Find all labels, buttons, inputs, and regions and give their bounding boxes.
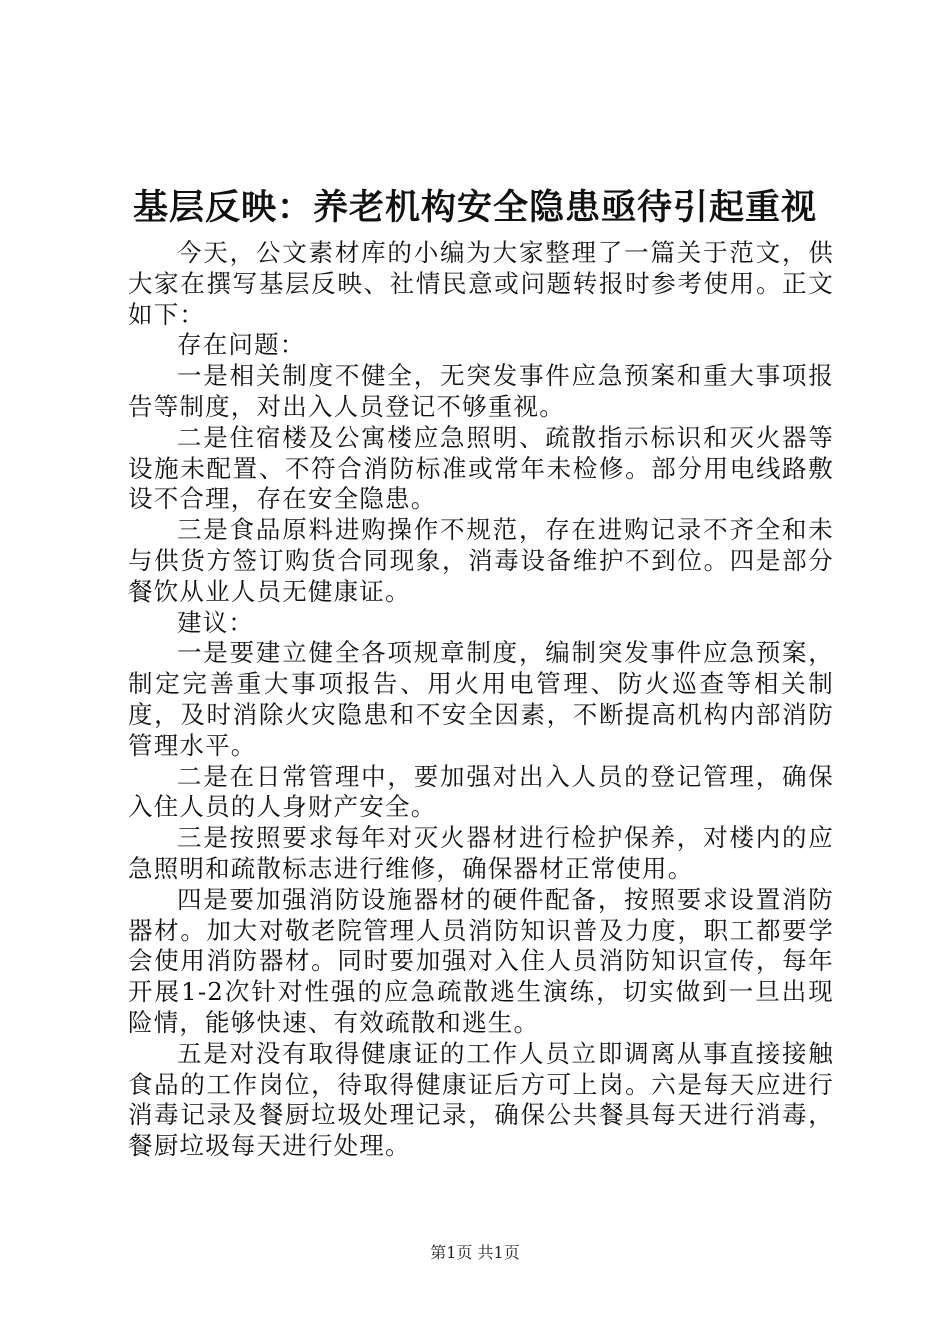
section-heading-problems: 存在问题： bbox=[177, 330, 306, 360]
problem-paragraph-3: 三是食品原料进购操作不规范，存在进购记录不齐全和未与供货方签订购货合同现象，消毒设备维护不到位。四是部分餐饮从业人员无健康证。 bbox=[128, 515, 834, 606]
suggestion-paragraph-3: 三是按照要求每年对灭火器材进行检护保养，对楼内的应急照明和疏散标志进行维修，确保器材正常使用。 bbox=[128, 823, 834, 883]
problem-paragraph-2: 二是住宿楼及公寓楼应急照明、疏散指示标识和灭火器等设施未配置、不符合消防标准或常年未检修。部分用电线路敷设不合理，存在安全隐患。 bbox=[128, 422, 834, 514]
suggestion-paragraph-2: 二是在日常管理中，要加强对出入人员的登记管理，确保入住人员的人身财产安全。 bbox=[128, 761, 834, 822]
suggestion-paragraph-4: 四是要加强消防设施器材的硬件配备，按照要求设置消防器材。加大对敬老院管理人员消防知识普及力度，职工都要学会使用消防器材。同时要加强对入住人员消防知识宣传，每年开展1-2次针对性强的应急疏散逃生演练，切实做到一旦出现险情，能够快速、有效疏散和逃生。 bbox=[128, 884, 834, 1037]
suggestion-paragraph-5: 五是对没有取得健康证的工作人员立即调离从事直接接触食品的工作岗位，待取得健康证后方可上岗。六是每天应进行消毒记录及餐厨垃圾处理记录，确保公共餐具每天进行消毒，餐厨垃圾每天进行处理。 bbox=[128, 1038, 834, 1161]
section-heading-suggestions: 建议： bbox=[177, 607, 255, 637]
suggestion-paragraph-1: 一是要建立健全各项规章制度，编制突发事件应急预案，制定完善重大事项报告、用火用电管理、防火巡查等相关制度，及时消除火灾隐患和不安全因素，不断提高机构内部消防管理水平。 bbox=[128, 638, 834, 760]
document-title: 基层反映：养老机构安全隐患亟待引起重视 bbox=[132, 187, 817, 228]
document-body bbox=[128, 238, 834, 1162]
page-number-footer: 第1页 共1页 bbox=[430, 1243, 520, 1262]
problem-paragraph-1: 一是相关制度不健全，无突发事件应急预案和重大事项报告等制度，对出入人员登记不够重视。 bbox=[128, 361, 834, 421]
intro-paragraph: 今天，公文素材库的小编为大家整理了一篇关于范文，供大家在撰写基层反映、社情民意或问题转报时参考使用。正文如下： bbox=[128, 238, 834, 329]
